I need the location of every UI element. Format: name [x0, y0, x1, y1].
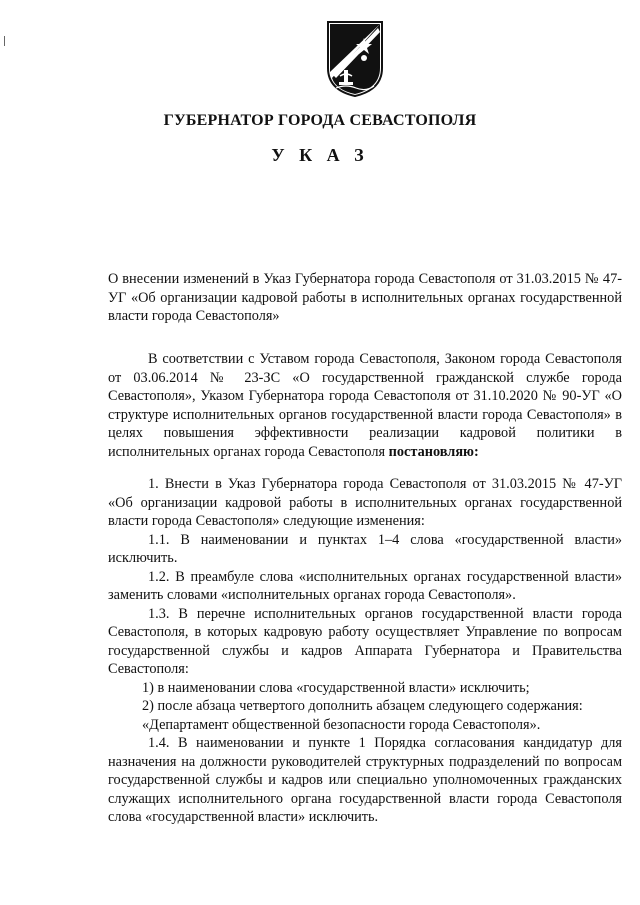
- preamble-paragraph: [108, 350, 622, 461]
- document-type-heading: У К А З: [271, 145, 369, 165]
- item-1-3-sub-2: 2) после абзаца четвертого дополнить абзацем следующего содержания:: [142, 698, 583, 714]
- item-1-2: 1.2. В преамбуле слова «исполнительных органах государственной власти» заменить словами «исполнительных органах города Севастополя».: [108, 568, 622, 603]
- decree-title: О внесении изменений в Указ Губернатора города Севастополя от 31.03.2015 № 47-УГ «Об организации кадровой работы в исполнительных органах государственной власти города Севастополя»: [108, 271, 622, 324]
- item-1-3-quote: «Департамент общественной безопасности города Севастополя».: [142, 716, 541, 733]
- item-1-3-sub-1: 1) в наименовании слова «государственной власти» исключить;: [142, 679, 530, 696]
- sevastopol-coat-of-arms-icon: [326, 20, 384, 98]
- item-1-1: 1.1. В наименовании и пунктах 1–4 слова «государственной власти» исключить.: [108, 531, 622, 566]
- decree-body: [108, 350, 622, 827]
- organization-heading: ГУБЕРНАТОР ГОРОДА СЕВАСТОПОЛЯ: [163, 112, 477, 129]
- decree-word: постановляю:: [388, 443, 479, 460]
- item-1-3: 1.3. В перечне исполнительных органов государственной власти города Севастополя, в которых кадровую работу осуществляет Управление по вопросам государственной службы и кадров Аппарата Губернатора и Правительства Севастополя:: [108, 605, 622, 677]
- item-1-4: 1.4. В наименовании и пункте 1 Порядка согласования кандидатур для назначения на должности руководителей структурных подразделений по вопросам государственной службы и кадров или специально уполномоченных гражданских служащих исполнительного органа государственной власти города Севастополя слова «государственной власти» исключить.: [108, 735, 622, 825]
- margin-mark: [4, 36, 5, 46]
- preamble-text: В соответствии с Уставом города Севастополя, Законом города Севастополя от 03.06.2014 № 23-ЗС «О государственной гражданской службе города Севастополя», Указом Губернатора города Севастополя от 31.10.2020 № 90-УГ «О структуре исполнительных органов государственной власти города Севастополя» в целях повышения эффективности реализации кадровой политики в исполнительных органах города Севастополя: [108, 351, 622, 460]
- item-1: 1. Внести в Указ Губернатора города Севастополя от 31.03.2015 № 47-УГ «Об организации кадровой работы в исполнительных органах государственной власти города Севастополя» следующие изменения:: [108, 476, 622, 529]
